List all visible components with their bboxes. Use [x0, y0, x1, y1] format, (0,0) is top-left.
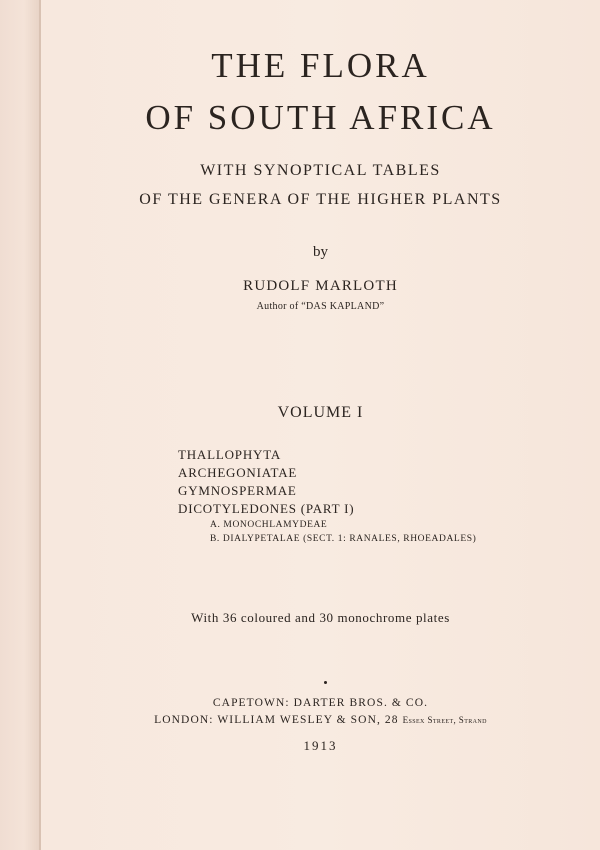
publication-year: 1913 [303, 738, 338, 753]
author-note: Author of “DAS KAPLAND” [256, 301, 385, 312]
book-title-line-2: OF SOUTH AFRICA [145, 98, 496, 137]
imprint-line-1: CAPETOWN: DARTER BROS. & CO. [212, 697, 429, 709]
binding-gutter [0, 0, 40, 850]
imprint-address: Essex Street, Strand [402, 715, 487, 725]
author-name: RUDOLF MARLOTH [243, 278, 398, 294]
contents-item: DICOTYLEDONES (PART I) [178, 501, 355, 516]
contents-item: THALLOPHYTA [178, 447, 282, 462]
contents-list [178, 446, 476, 546]
contents-subitem: B. DIALYPETALAE (SECT. 1: RANALES, RHOEADALES) [210, 534, 477, 544]
book-title-line-1: THE FLORA [211, 46, 430, 85]
ornament-dot [324, 681, 327, 684]
subtitle-line-1: WITH SYNOPTICAL TABLES [200, 162, 441, 179]
volume-heading: VOLUME I [277, 404, 364, 421]
contents-item: GYMNOSPERMAE [178, 483, 297, 498]
byline: by [313, 244, 328, 260]
imprint-line-2 [41, 714, 600, 726]
contents-item: ARCHEGONIATAE [178, 465, 298, 480]
imprint-publisher: LONDON: WILLIAM WESLEY & SON, 28 [154, 714, 399, 726]
contents-subitem: A. MONOCHLAMYDEAE [210, 520, 328, 530]
subtitle-line-2: OF THE GENERA OF THE HIGHER PLANTS [139, 191, 502, 208]
plates-note: With 36 coloured and 30 monochrome plates [191, 610, 450, 625]
